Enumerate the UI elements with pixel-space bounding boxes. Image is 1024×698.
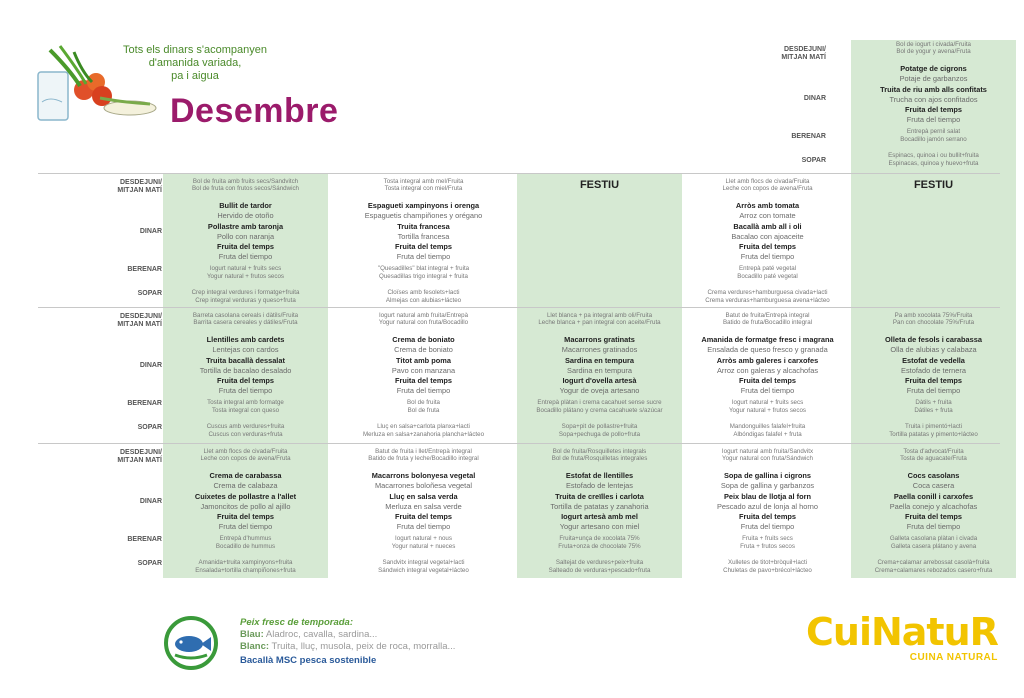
- snack-ca: Entrepà paté vegetal: [738, 265, 797, 272]
- lunch-dish-es: Paella conejo y alcachofas: [889, 501, 978, 511]
- snack-es: Bocadillo plátano y crema cacahuete s/azúcar: [536, 407, 663, 414]
- lunch-dish-es: Olla de alubias y calabaza: [890, 345, 977, 355]
- lunch-dish-es: Arroz con galeras y alcachofas: [716, 365, 819, 375]
- lunch-dish-ca: Llentilles amb cardets: [206, 335, 285, 344]
- snack-ca: Iogurt natural + nous: [395, 535, 452, 542]
- lunch-dish-ca: Titot amb poma: [396, 355, 451, 365]
- lunch-dish-ca: Sardina en tempura: [565, 355, 634, 365]
- snack-ca: Fruita + fruits secs: [742, 535, 793, 542]
- label-snack: BERENAR: [127, 266, 162, 273]
- day-menu-cell: [517, 307, 682, 441]
- breakfast-ca: Barreta casolana cereals i dàtils/Fruita: [192, 312, 299, 319]
- lunch-dish-ca: Macarrons gratinats: [564, 335, 635, 344]
- lunch-dish-ca: Fruita del temps: [394, 512, 453, 522]
- label-dinner: SOPAR: [137, 560, 162, 567]
- dinner-es: Espinacas, quinoa y huevo+fruta: [888, 160, 979, 167]
- lunch-dish-es: Tortilla francesa: [397, 231, 450, 241]
- lunch-dish-ca: Arròs amb galeres i carxofes: [716, 355, 819, 365]
- snack-ca: Entrepà pernil salat: [906, 128, 961, 135]
- lunch-dish-ca: Cocs casolans: [907, 471, 960, 480]
- label-lunch: DINAR: [139, 228, 162, 235]
- fish-icon: [163, 615, 219, 671]
- breakfast-es: Leche con copos de avena/Fruta: [722, 185, 813, 192]
- dinner-ca: Lluç en salsa+carlota planxa+lacti: [377, 423, 470, 430]
- breakfast-ca: Batut de fruita i llet/Entrepà integral: [375, 448, 472, 455]
- dinner-ca: Cuscus amb verdures+fruita: [206, 423, 285, 430]
- dinner-ca: Crep integral verdures i formatge+fruita: [191, 289, 300, 296]
- lunch-dish-ca: Crema de carabassa: [209, 471, 282, 480]
- lunch-block: [851, 335, 1016, 397]
- green-column-bg: [517, 173, 682, 307]
- seasonal-fish-note: [240, 617, 455, 667]
- fish-blau-list: Aladroc, cavalla, sardina...: [265, 629, 378, 640]
- snack-es: Dátiles + fruta: [914, 407, 953, 414]
- day-menu-cell: [341, 443, 506, 577]
- lunch-dish-es: Fruta del tiempo: [396, 252, 451, 262]
- lunch-dish-ca: Amanida de formatge fresc i magrana: [701, 335, 834, 344]
- lunch-dish-es: Hervido de otoño: [217, 211, 274, 221]
- snack-ca: Tosta integral amb formatge: [207, 399, 284, 406]
- lunch-dish-ca: Espagueti xampinyons i orenga: [367, 201, 480, 210]
- snack-es: Bol de fruta: [407, 407, 440, 414]
- dinner-es: Salteado de verduras+pescado+fruta: [548, 567, 651, 574]
- snack-es: Bocadillo jamón serrano: [900, 136, 967, 143]
- snack-ca: Iogurt natural + fruits secs: [731, 399, 804, 406]
- lunch-dish-ca: Fruita del temps: [216, 376, 275, 386]
- intro-text: [110, 44, 280, 83]
- dinner-es: Sándwich integral vegetal+lácteo: [378, 567, 469, 574]
- breakfast-ca: Iogurt natural amb fruita/Sandvitx: [721, 448, 814, 455]
- msc-note: Bacallà MSC pesca sostenible: [240, 655, 377, 666]
- lunch-dish-es: Fruta del tiempo: [218, 386, 273, 396]
- label-lunch: DINAR: [139, 498, 162, 505]
- dinner-ca: Amanida+truita xampinyons+fruita: [198, 559, 293, 566]
- lunch-dish-es: Crema de boniato: [394, 345, 453, 355]
- breakfast-ca: Llet blanca + pa integral amb oli/Fruita: [546, 312, 653, 319]
- lunch-dish-ca: Fruita del temps: [216, 242, 275, 252]
- fish-blanc-list: Truita, lluç, musola, peix de roca, morralla...: [271, 641, 456, 652]
- lunch-dish-es: Arroz con tomate: [739, 211, 796, 221]
- intro-line: d'amanida variada,: [148, 57, 242, 69]
- lunch-block: [685, 201, 850, 263]
- lunch-dish-ca: Fruita del temps: [738, 242, 797, 252]
- snack-ca: Galleta casolana plàtan i civada: [889, 535, 978, 542]
- lunch-dish-es: Fruta del tiempo: [906, 522, 961, 532]
- label-snack: BERENAR: [791, 133, 826, 140]
- dinner-es: Cuscus con verduras+fruta: [208, 431, 283, 438]
- snack-ca: Entrepà d'hummus: [219, 535, 272, 542]
- lunch-block: [341, 201, 506, 263]
- lunch-dish-ca: Iogurt artesà amb mel: [561, 512, 638, 522]
- lunch-dish-ca: Pollastre amb taronja: [207, 221, 284, 231]
- breakfast-es: Batido de fruta y leche/Bocadillo integral: [368, 455, 479, 462]
- breakfast-ca: Iogurt natural amb fruita/Entrepà: [378, 312, 469, 319]
- label-dinner: SOPAR: [137, 290, 162, 297]
- holiday-label: FESTIU: [913, 179, 954, 191]
- brand-tagline: CUINA NATURAL: [909, 652, 998, 663]
- lunch-block: [685, 335, 850, 397]
- snack-es: Fruta+onza de chocolate 75%: [558, 543, 641, 550]
- lunch-dish-ca: Fruita del temps: [738, 376, 797, 386]
- lunch-dish-ca: Paella conill i carxofes: [893, 491, 974, 501]
- lunch-dish-ca: Crema de boniato: [392, 335, 455, 344]
- breakfast-es: Bol de fruta/Rosquilletas integrales: [551, 455, 648, 462]
- lunch-dish-es: Yogur de oveja artesano: [559, 386, 640, 396]
- lunch-block: [163, 201, 328, 263]
- lunch-dish-es: Yogur artesano con miel: [559, 522, 640, 532]
- lunch-dish-es: Fruta del tiempo: [396, 386, 451, 396]
- lunch-dish-es: Bacalao con ajoaceite: [731, 231, 804, 241]
- lunch-dish-ca: Truita de creïlles i carlota: [555, 491, 644, 501]
- snack-es: Bocadillo paté vegetal: [737, 273, 798, 280]
- lunch-dish-ca: Potatge de cigrons: [900, 64, 967, 73]
- lunch-dish-ca: Estofat de vedella: [902, 355, 965, 365]
- breakfast-es: Bol de yogur y avena/Fruta: [896, 48, 971, 55]
- label-breakfast: [78, 179, 162, 195]
- breakfast-ca: Tosta d'advocat/Fruita: [903, 448, 964, 455]
- label-snack: BERENAR: [127, 400, 162, 407]
- dinner-ca: Saltejat de verdures+peix+fruita: [555, 559, 644, 566]
- snack-ca: Entrepà plàtan i crema cacahuet sense sucre: [537, 399, 662, 406]
- lunch-dish-es: Macarrones gratinados: [561, 345, 638, 355]
- lunch-dish-es: Ensalada de queso fresco y granada: [707, 345, 828, 355]
- lunch-dish-es: Merluza en salsa verde: [385, 501, 462, 511]
- snack-es: Yogur natural + frutos secos: [729, 407, 806, 414]
- breakfast-ca: Pa amb xocolata 75%/Fruita: [894, 312, 973, 319]
- green-column-bg: [851, 173, 1016, 307]
- day-menu-cell: [851, 443, 1016, 577]
- day-menu-cell: [341, 307, 506, 441]
- dinner-ca: Crema verdures+hamburguesa civada+lacti: [707, 289, 828, 296]
- label-breakfast-line: MITJAN MATÍ: [117, 457, 162, 464]
- breakfast-es: Pan con chocolate 75%/Fruta: [892, 319, 975, 326]
- lunch-dish-ca: Iogurt d'ovella artesà: [562, 376, 637, 386]
- snack-es: Quesadillas trigo integral + fruita: [379, 273, 468, 280]
- lunch-dish-ca: Sopa de gallina i cigrons: [723, 471, 812, 480]
- dinner-ca: Truita i pimentó+lacti: [904, 423, 963, 430]
- label-breakfast: [742, 46, 826, 62]
- label-breakfast-line: DESDEJUNI/: [119, 449, 162, 456]
- lunch-dish-ca: Fruita del temps: [904, 376, 963, 386]
- label-breakfast-line: MITJAN MATÍ: [117, 321, 162, 328]
- lunch-dish-es: Fruta del tiempo: [218, 252, 273, 262]
- lunch-block: [685, 471, 850, 533]
- lunch-block: [163, 471, 328, 533]
- breakfast-es: Barrita casera cereales y dátiles/Fruta: [193, 319, 298, 326]
- dinner-es: Almejas con alubias+lácteo: [385, 297, 462, 304]
- snack-ca: "Quesadilles" blat integral + fruita: [377, 265, 470, 272]
- label-dinner: SOPAR: [137, 424, 162, 431]
- lunch-block: [517, 335, 682, 397]
- day-menu-cell: [685, 307, 850, 441]
- lunch-dish-ca: Bacallà amb all i oli: [733, 221, 802, 231]
- lunch-dish-ca: Fruita del temps: [738, 512, 797, 522]
- lunch-block: [341, 471, 506, 533]
- day-menu-cell: [517, 443, 682, 577]
- breakfast-es: Yogur natural con fruta/Sándwich: [722, 455, 813, 462]
- lunch-dish-es: Fruta del tiempo: [218, 522, 273, 532]
- intro-line: pa i aigua: [171, 70, 219, 82]
- label-breakfast: [78, 313, 162, 329]
- lunch-dish-es: Crema de calabaza: [213, 481, 278, 491]
- fish-blanc-label: Blanc:: [240, 641, 270, 652]
- snack-ca: Iogurt natural + fruits secs: [209, 265, 282, 272]
- lunch-dish-ca: Olleta de fesols i carabassa: [885, 335, 982, 344]
- label-snack: BERENAR: [127, 536, 162, 543]
- dinner-ca: Xulletes de titot+bròquil+lacti: [727, 559, 808, 566]
- breakfast-es: Tosta de aguacate/Fruta: [900, 455, 967, 462]
- breakfast-ca: Llet amb flocs de civada/Fruita: [725, 178, 810, 185]
- dinner-es: Crema+calamares rebozados casero+fruta: [874, 567, 993, 574]
- month-title: Desembre: [170, 92, 339, 130]
- dinner-es: Crema verduras+hamburguesa avena+lácteo: [705, 297, 830, 304]
- day-menu-cell: [851, 307, 1016, 441]
- breakfast-es: Tosta integral con miel/Fruta: [384, 185, 463, 192]
- day-menu-cell: [685, 443, 850, 577]
- dinner-ca: Sopa+pit de pollastre+fruita: [561, 423, 638, 430]
- lunch-dish-es: Fruta del tiempo: [906, 386, 961, 396]
- lunch-block: [851, 64, 1016, 126]
- lunch-dish-es: Macarrones boloñesa vegetal: [375, 481, 472, 491]
- dinner-es: Crep integral verduras y queso+fruta: [195, 297, 296, 304]
- label-breakfast: [78, 449, 162, 465]
- day-menu-cell: [851, 36, 1016, 170]
- lunch-dish-es: Trucha con ajos confitados: [889, 94, 978, 104]
- lunch-dish-ca: Cuixetes de pollastre a l'allet: [194, 491, 297, 501]
- breakfast-es: Batido de fruta/Bocadillo integral: [722, 319, 813, 326]
- lunch-dish-ca: Fruita del temps: [394, 376, 453, 386]
- lunch-block: [517, 471, 682, 533]
- brand-name: CuiNatuR: [806, 610, 998, 654]
- snack-es: Bocadillo de hummus: [215, 543, 276, 550]
- lunch-dish-es: Fruta del tiempo: [906, 115, 961, 125]
- breakfast-ca: Llet amb flocs de civada/Fruita: [203, 448, 288, 455]
- lunch-dish-ca: Arròs amb tomata: [735, 201, 800, 210]
- snack-ca: Dàtils + fruita: [915, 399, 952, 406]
- label-breakfast-line: DESDEJUNI/: [783, 46, 826, 53]
- breakfast-ca: Bol de fruita/Rosquilletes integrals: [552, 448, 647, 455]
- label-breakfast-line: DESDEJUNI/: [119, 313, 162, 320]
- label-breakfast-line: MITJAN MATÍ: [781, 54, 826, 61]
- label-breakfast-line: DESDEJUNI/: [119, 179, 162, 186]
- brand-logo: [806, 612, 998, 663]
- day-menu-cell: [163, 443, 328, 577]
- lunch-dish-es: Tortilla de bacalao desalado: [199, 365, 292, 375]
- dinner-es: Sopa+pechuga de pollo+fruta: [558, 431, 641, 438]
- lunch-dish-ca: Fruita del temps: [394, 242, 453, 252]
- lunch-dish-es: Pescado azul de lonja al horno: [716, 501, 819, 511]
- lunch-dish-es: Estofado de ternera: [901, 365, 966, 375]
- lunch-dish-es: Estofado de lentejas: [566, 481, 633, 491]
- lunch-dish-es: Tortilla de patatas y zanahoria: [550, 501, 649, 511]
- holiday-label: FESTIU: [579, 179, 620, 191]
- dinner-ca: Sandvitx integral vegetal+lacti: [382, 559, 465, 566]
- day-menu-cell: [341, 173, 506, 307]
- lunch-dish-ca: Truita de riu amb alls confitats: [880, 84, 987, 94]
- dinner-ca: Crema+calamar arrebossat casolà+fruita: [877, 559, 990, 566]
- lunch-dish-ca: Truita bacallà dessalat: [206, 355, 285, 365]
- lunch-block: [341, 335, 506, 397]
- snack-es: Yogur natural + frutos secos: [207, 273, 284, 280]
- lunch-dish-ca: Fruita del temps: [904, 105, 963, 115]
- breakfast-es: Yogur natural con fruta/Bocadillo: [378, 319, 469, 326]
- lunch-block: [163, 335, 328, 397]
- snack-es: Galleta casera plátano y avena: [890, 543, 977, 550]
- dinner-es: Merluza en salsa+zanahoria plancha+lácteo: [362, 431, 485, 438]
- label-breakfast-line: MITJAN MATÍ: [117, 187, 162, 194]
- label-dinner: SOPAR: [801, 157, 826, 164]
- lunch-dish-ca: Estofat de llentilles: [565, 471, 634, 480]
- lunch-dish-es: Lentejas con cardos: [212, 345, 279, 355]
- dinner-es: Ensalada+tortilla champiñones+fruta: [195, 567, 296, 574]
- lunch-dish-es: Fruta del tiempo: [740, 252, 795, 262]
- fish-blau-label: Blau:: [240, 629, 264, 640]
- lunch-dish-es: Coca casera: [912, 481, 955, 491]
- lunch-dish-es: Fruta del tiempo: [396, 522, 451, 532]
- dinner-ca: Mandonguilles falafel+fruita: [729, 423, 806, 430]
- dinner-es: Chuletas de pavo+brécol+lácteo: [723, 567, 812, 574]
- dinner-ca: Cloïses amb fesolets+lacti: [387, 289, 460, 296]
- snack-es: Fruta + frutos secos: [740, 543, 795, 550]
- lunch-dish-es: Pollo con naranja: [216, 231, 275, 241]
- breakfast-es: Leche blanca + pan integral con aceite/Fruta: [538, 319, 661, 326]
- breakfast-ca: Bol de fruita amb fruits secs/Sandvitch: [192, 178, 299, 185]
- snack-es: Yogur natural + nueces: [391, 543, 456, 550]
- lunch-dish-es: Sopa de gallina y garbanzos: [720, 481, 815, 491]
- snack-es: Tosta integral con queso: [211, 407, 280, 414]
- day-menu-cell: [685, 173, 850, 307]
- lunch-dish-ca: Truita francesa: [397, 221, 450, 231]
- snack-ca: Fruita+unça de xocolata 75%: [559, 535, 640, 542]
- breakfast-es: Leche con copos de avena/Fruta: [200, 455, 291, 462]
- fish-note-title: Peix fresc de temporada:: [240, 617, 353, 628]
- lunch-dish-es: Potaje de garbanzos: [899, 74, 968, 84]
- dinner-es: Tortilla patatas y pimento+lácteo: [889, 431, 978, 438]
- dinner-es: Albóndigas falafel + fruta: [733, 431, 802, 438]
- lunch-dish-es: Espaguetis champiñones y orégano: [364, 211, 483, 221]
- day-menu-cell: [163, 173, 328, 307]
- snack-ca: Bol de fruita: [406, 399, 441, 406]
- dinner-ca: Espinacs, quinoa i ou bullit+fruita: [888, 152, 979, 159]
- lunch-block: [851, 471, 1016, 533]
- lunch-dish-ca: Fruita del temps: [216, 512, 275, 522]
- breakfast-ca: Tosta integral amb mel/Fruita: [383, 178, 464, 185]
- lunch-dish-ca: Lluç en salsa verda: [389, 491, 458, 501]
- lunch-dish-es: Pavo con manzana: [391, 365, 456, 375]
- breakfast-es: Bol de fruta con frutos secos/Sándwich: [192, 185, 299, 192]
- lunch-dish-es: Sardina en tempura: [567, 365, 632, 375]
- label-lunch: DINAR: [803, 95, 826, 102]
- label-lunch: DINAR: [139, 362, 162, 369]
- day-menu-cell: [163, 307, 328, 441]
- lunch-dish-es: Fruta del tiempo: [740, 522, 795, 532]
- lunch-dish-ca: Fruita del temps: [904, 512, 963, 522]
- lunch-dish-ca: Macarrons bolonyesa vegetal: [371, 471, 476, 480]
- intro-line: Tots els dinars s'acompanyen: [123, 44, 267, 56]
- lunch-dish-es: Jamoncitos de pollo al ajillo: [200, 501, 291, 511]
- lunch-dish-ca: Peix blau de llotja al forn: [723, 491, 812, 501]
- lunch-dish-ca: Bullit de tardor: [219, 201, 272, 210]
- breakfast-ca: Bol de iogurt i civada/Fruita: [896, 41, 971, 48]
- breakfast-ca: Batut de fruita/Entrepà integral: [725, 312, 810, 319]
- lunch-dish-es: Fruta del tiempo: [740, 386, 795, 396]
